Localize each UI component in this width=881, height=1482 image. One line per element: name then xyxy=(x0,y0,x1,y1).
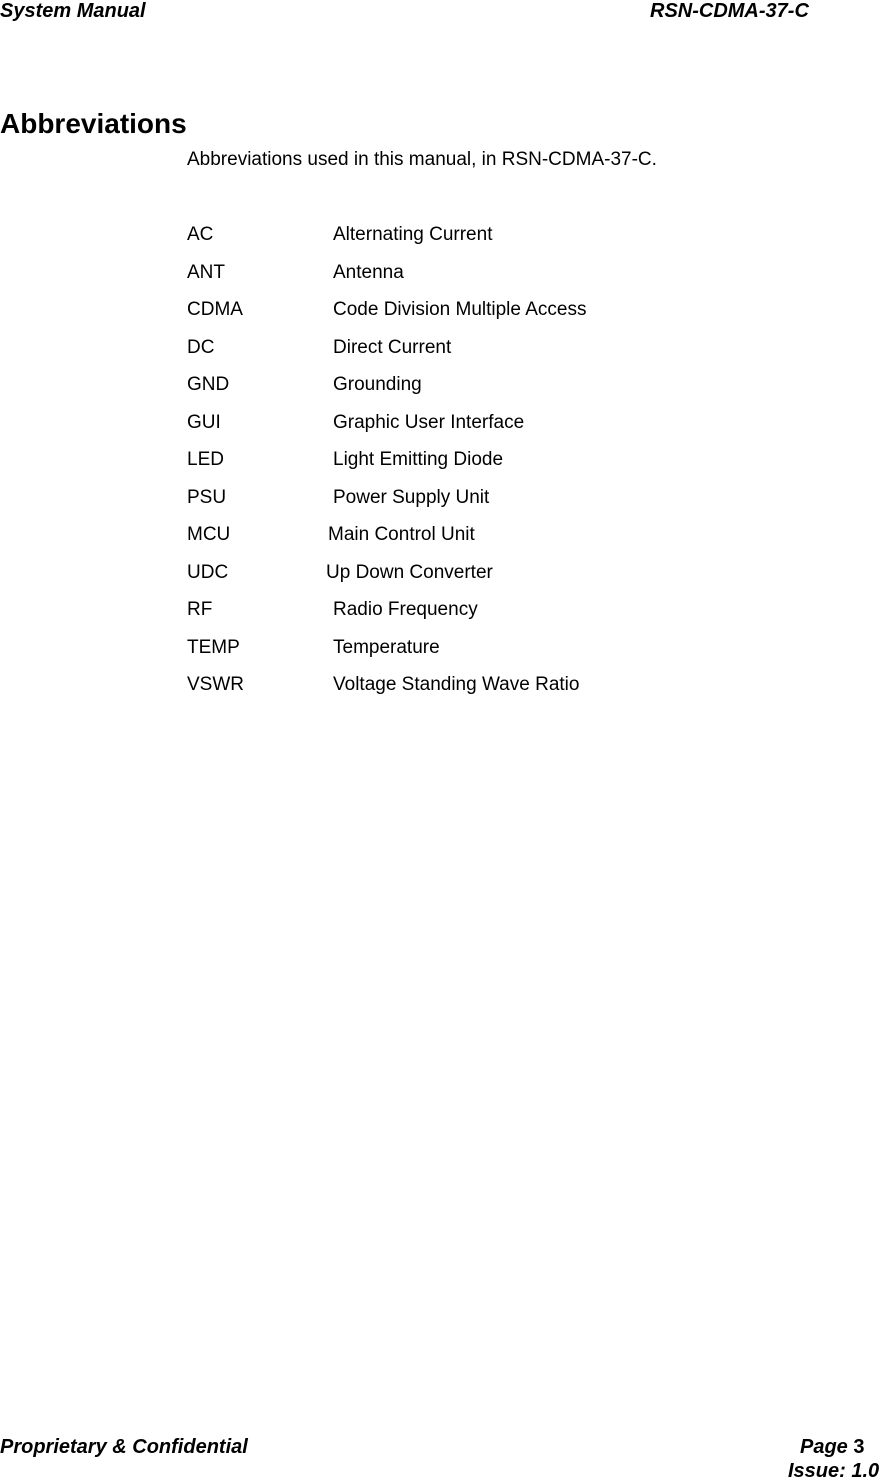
list-item xyxy=(187,412,787,450)
footer-confidentiality: Proprietary & Confidential xyxy=(0,1436,248,1458)
abbreviation-term: PSU xyxy=(187,486,227,508)
abbreviation-term: UDC xyxy=(187,561,229,583)
abbreviation-term: DC xyxy=(187,336,215,358)
page-number: 3 xyxy=(853,1436,865,1458)
list-item xyxy=(187,224,787,262)
abbreviation-term: ANT xyxy=(187,261,225,283)
list-item xyxy=(187,262,787,300)
abbreviation-definition: Radio Frequency xyxy=(333,599,478,620)
abbreviation-term: TEMP xyxy=(187,636,240,658)
abbreviation-definition: Grounding xyxy=(333,374,422,395)
abbreviation-term: AC xyxy=(187,224,214,245)
list-item xyxy=(187,524,787,562)
abbreviation-definition: Main Control Unit xyxy=(328,524,475,545)
abbreviation-definition: Code Division Multiple Access xyxy=(333,299,587,320)
list-item xyxy=(187,374,787,412)
list-item xyxy=(187,562,787,600)
abbreviation-definition: Power Supply Unit xyxy=(333,486,490,508)
abbreviation-term: MCU xyxy=(187,524,231,545)
abbreviation-definition: Temperature xyxy=(333,636,440,658)
list-item xyxy=(187,299,787,337)
intro-text: Abbreviations used in this manual, in RSN-CDMA-37-C. xyxy=(187,149,657,170)
abbreviation-term: CDMA xyxy=(187,299,243,320)
list-item xyxy=(187,449,787,487)
abbreviation-term: VSWR xyxy=(187,674,244,695)
abbreviation-definition: Antenna xyxy=(333,261,404,283)
abbreviation-term: RF xyxy=(187,599,213,620)
abbreviation-definition: Light Emitting Diode xyxy=(333,449,504,470)
header-document-title: System Manual xyxy=(0,0,146,22)
abbreviation-list xyxy=(187,224,787,712)
list-item xyxy=(187,337,787,375)
abbreviation-term: GUI xyxy=(187,411,221,433)
list-item xyxy=(187,599,787,637)
abbreviation-term: LED xyxy=(187,449,224,470)
abbreviation-definition: Voltage Standing Wave Ratio xyxy=(333,674,580,695)
abbreviation-definition: Up Down Converter xyxy=(326,561,493,583)
page-label: Page xyxy=(800,1436,848,1458)
header-product-name: RSN-CDMA-37-C xyxy=(650,0,809,22)
section-heading: Abbreviations xyxy=(0,108,187,139)
list-item xyxy=(187,674,787,712)
abbreviation-definition: Direct Current xyxy=(333,336,452,358)
footer-page-indicator xyxy=(800,1436,865,1458)
abbreviation-definition: Alternating Current xyxy=(333,224,493,245)
list-item xyxy=(187,637,787,675)
abbreviation-term: GND xyxy=(187,374,230,395)
list-item xyxy=(187,487,787,525)
abbreviation-definition: Graphic User Interface xyxy=(333,411,525,433)
footer-issue: Issue: 1.0 xyxy=(788,1460,880,1482)
